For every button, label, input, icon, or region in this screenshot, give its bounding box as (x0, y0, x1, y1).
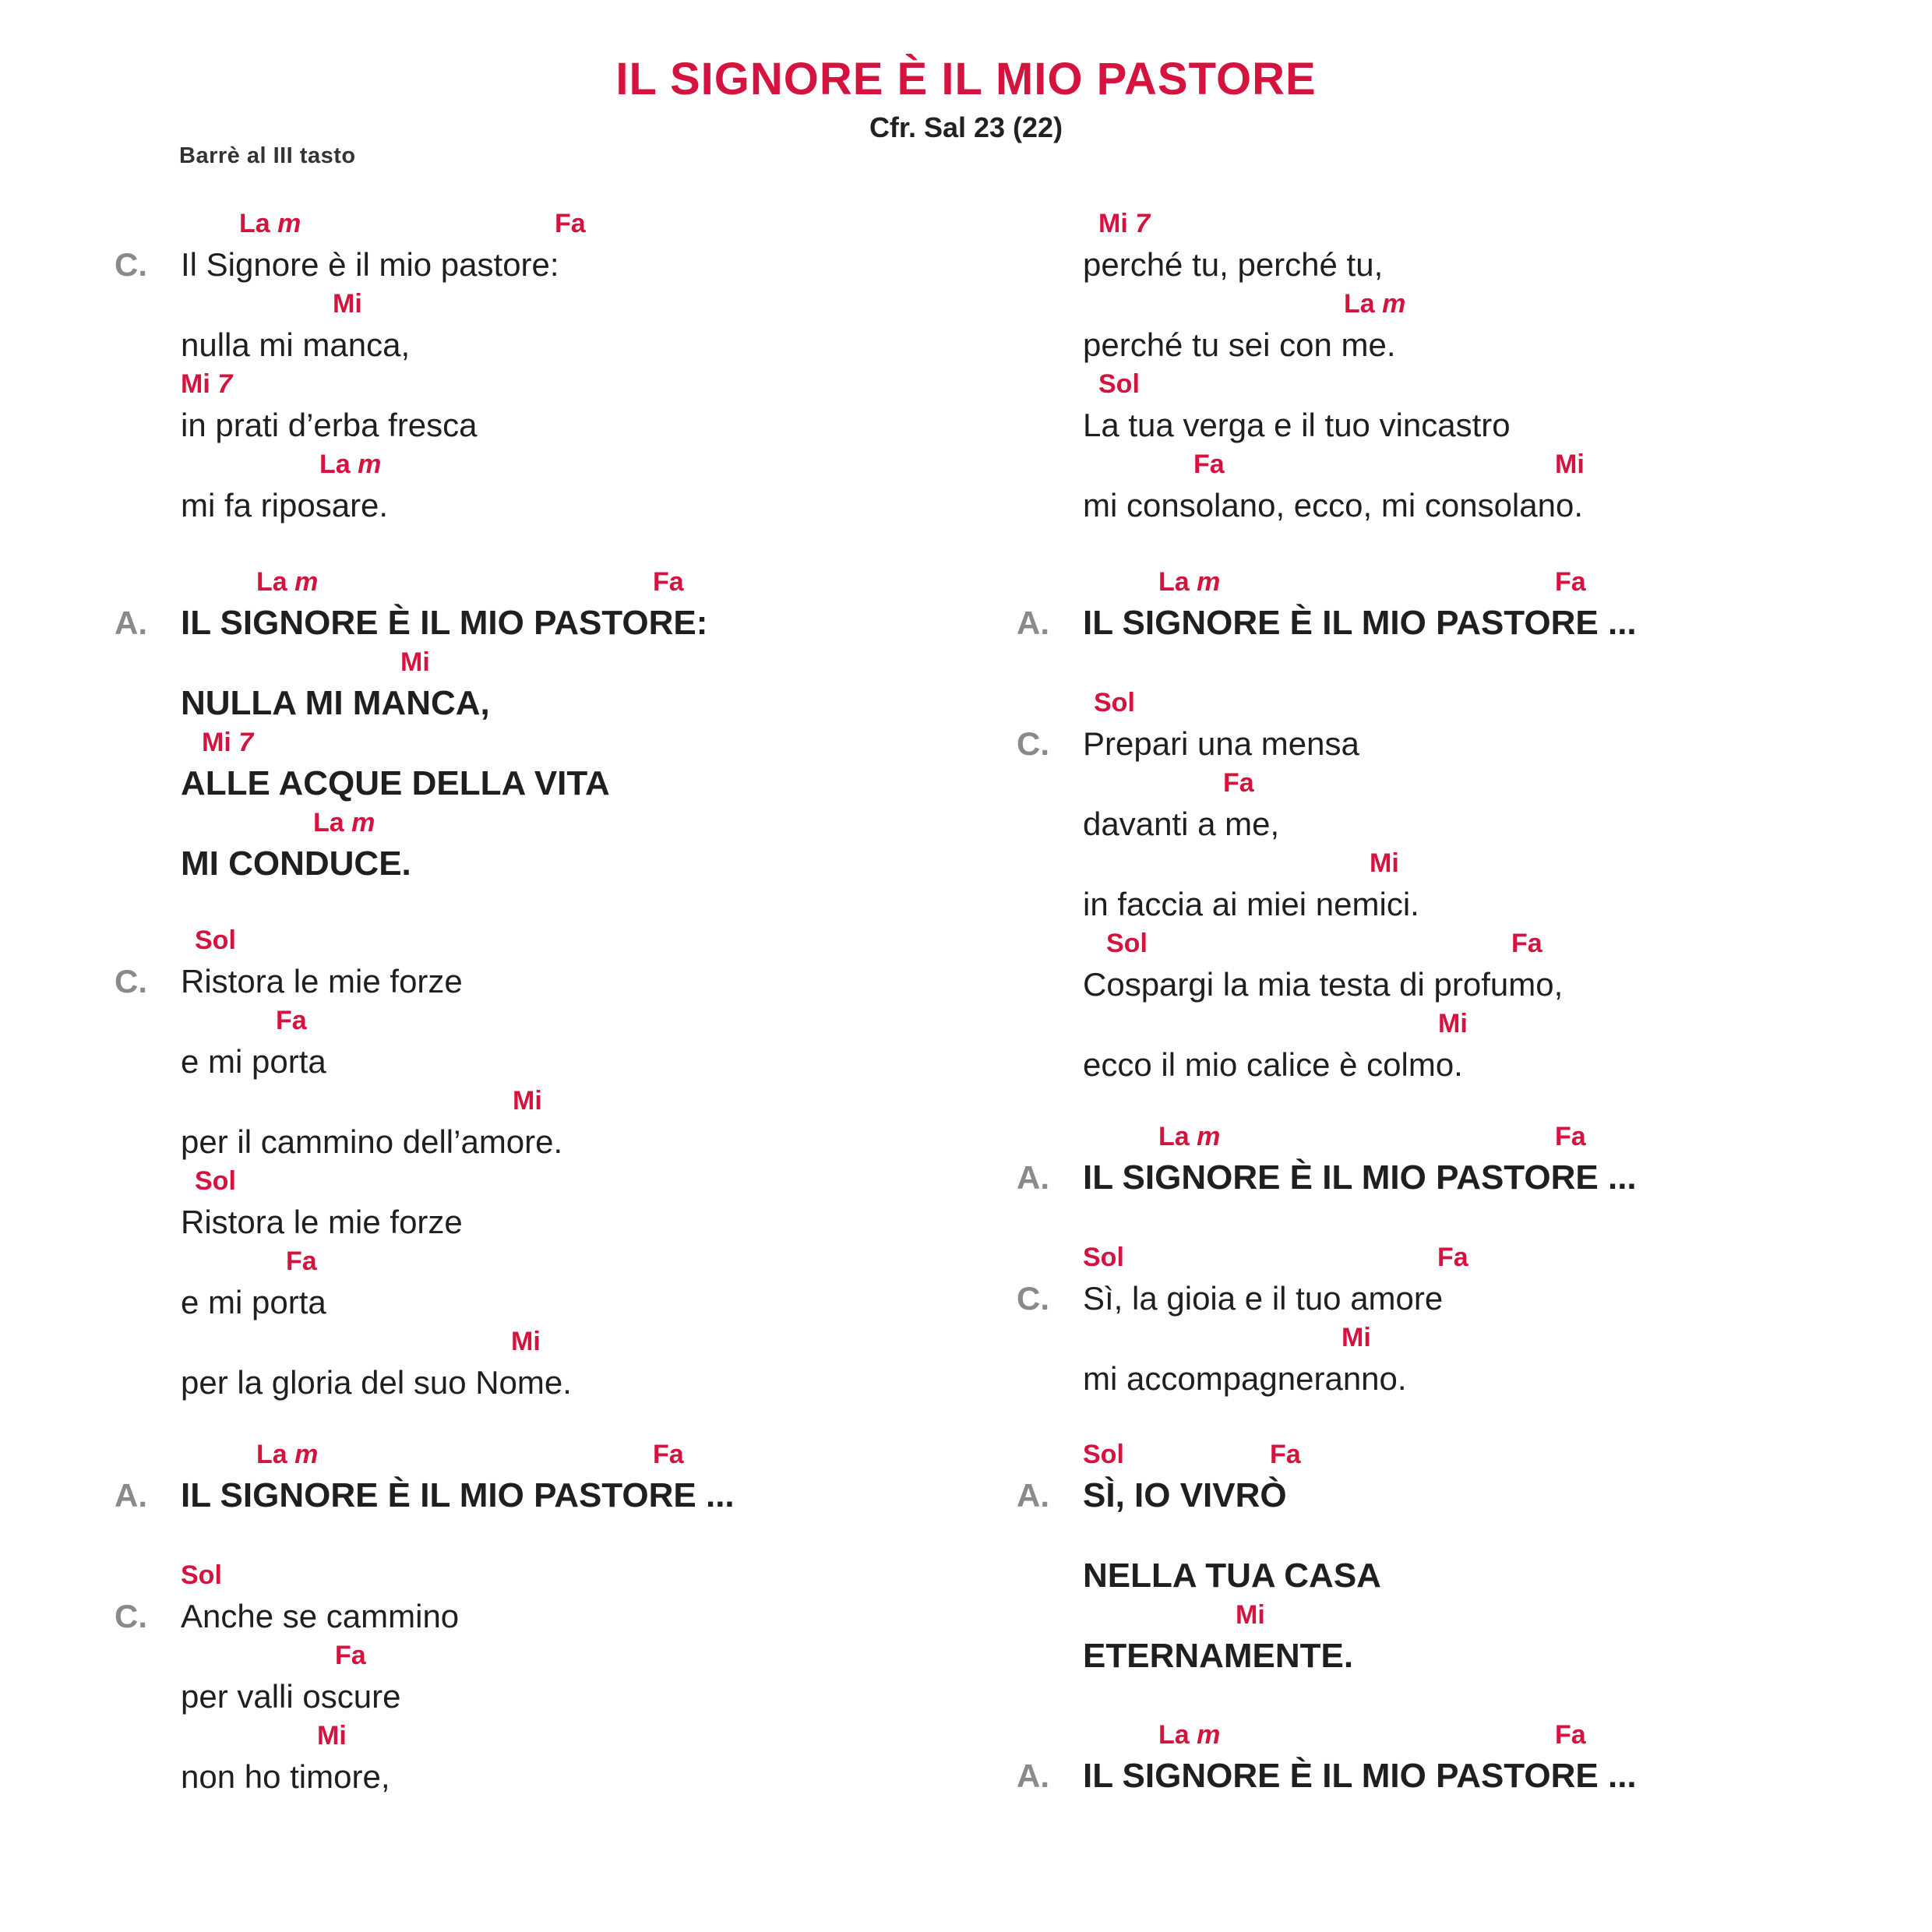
chord: Sol (195, 925, 236, 955)
chord: Mi (1438, 1009, 1468, 1038)
lyric-line: Ristora le mie forze (181, 1204, 463, 1240)
lyric-line: perché tu, perché tu, (1083, 246, 1384, 283)
chord: Sol (1094, 688, 1135, 717)
lyric-line: Cospargi la mia testa di profumo, (1083, 966, 1564, 1003)
lyric-line: nulla mi manca, (181, 326, 411, 363)
chord: Mi (317, 1721, 347, 1750)
chord: Fa (1270, 1440, 1301, 1469)
chord: Sol (1083, 1440, 1124, 1469)
lyric-line: Ristora le mie forze (181, 963, 463, 999)
lyric-line: mi consolano, ecco, mi consolano. (1083, 487, 1583, 524)
chord: Mi 7 (181, 369, 233, 399)
chord: Sol (1098, 369, 1140, 399)
role-label: C. (1017, 1280, 1049, 1317)
chord: La m (256, 567, 319, 597)
lyric-line: per la gloria del suo Nome. (181, 1364, 572, 1401)
role-label: C. (115, 1598, 147, 1634)
chord: Fa (1511, 929, 1542, 958)
capo-note: Barrè al III tasto (179, 143, 356, 168)
chord: Mi (400, 647, 430, 677)
song-subtitle: Cfr. Sal 23 (22) (869, 111, 1063, 143)
lyric-line: MI CONDUCE. (181, 844, 411, 883)
lyric-line: IL SIGNORE È IL MIO PASTORE ... (1083, 604, 1637, 642)
lyric-line: Prepari una mensa (1083, 725, 1359, 762)
lyric-line: ecco il mio calice è colmo. (1083, 1046, 1463, 1083)
chord: Fa (653, 1440, 684, 1469)
lyric-line: IL SIGNORE È IL MIO PASTORE: (181, 604, 708, 642)
chord: Fa (653, 567, 684, 597)
chord: Fa (276, 1006, 307, 1035)
chord: Fa (1193, 450, 1225, 479)
role-label: A. (1017, 1757, 1049, 1794)
lyric-line: in prati d’erba fresca (181, 407, 478, 443)
chord: Mi (1236, 1600, 1265, 1630)
lyric-line: per valli oscure (181, 1678, 401, 1715)
role-label: C. (1017, 725, 1049, 762)
lyric-line: IL SIGNORE È IL MIO PASTORE ... (181, 1476, 735, 1514)
chord: La m (256, 1440, 319, 1469)
chord: Mi (511, 1327, 541, 1356)
chord: La m (313, 808, 375, 837)
lyric-line: NULLA MI MANCA, (181, 684, 490, 722)
lyric-line: NELLA TUA CASA (1083, 1557, 1381, 1595)
chord: La m (239, 209, 301, 238)
chord: Fa (555, 209, 586, 238)
lyric-line: IL SIGNORE È IL MIO PASTORE ... (1083, 1158, 1637, 1197)
chord: Sol (1083, 1243, 1124, 1272)
chord: Mi 7 (1098, 209, 1151, 238)
chord: La m (1158, 567, 1221, 597)
chord: Fa (1555, 1720, 1586, 1750)
role-label: C. (115, 963, 147, 999)
chord: La m (1158, 1122, 1221, 1151)
role-label: A. (1017, 605, 1049, 641)
lyric-line: e mi porta (181, 1284, 326, 1320)
role-label: A. (1017, 1159, 1049, 1196)
chord: Mi (1555, 450, 1585, 479)
lyric-line: IL SIGNORE È IL MIO PASTORE ... (1083, 1757, 1637, 1795)
chord: La m (1158, 1720, 1221, 1750)
lyric-line: per il cammino dell’amore. (181, 1123, 563, 1160)
chord: La m (319, 450, 382, 479)
chord: Fa (286, 1246, 317, 1276)
lyric-line: mi accompagneranno. (1083, 1360, 1407, 1397)
lyric-line: in faccia ai miei nemici. (1083, 886, 1419, 922)
chord: Fa (1223, 768, 1254, 798)
lyric-line: ALLE ACQUE DELLA VITA (181, 764, 610, 802)
chord: La m (1344, 289, 1406, 319)
chord: Sol (195, 1166, 236, 1196)
lyric-line: mi fa riposare. (181, 487, 389, 524)
chord: Mi 7 (202, 728, 254, 757)
lyric-line: e mi porta (181, 1043, 326, 1080)
lyric-line: Sì, la gioia e il tuo amore (1083, 1280, 1444, 1317)
role-label: A. (1017, 1477, 1049, 1514)
chord: Mi (513, 1086, 542, 1116)
lyric-line: SÌ, IO VIVRÒ (1083, 1476, 1287, 1514)
lyric-line: non ho timore, (181, 1758, 390, 1795)
lyric-line: La tua verga e il tuo vincastro (1083, 407, 1511, 443)
chord: Mi (1341, 1323, 1371, 1352)
lyric-line: Anche se cammino (181, 1598, 460, 1634)
song-title: IL SIGNORE È IL MIO PASTORE (615, 54, 1317, 104)
lyric-line: Il Signore è il mio pastore: (181, 246, 559, 283)
chord: Mi (1370, 848, 1399, 878)
chord: Sol (181, 1560, 222, 1590)
role-label: A. (115, 605, 147, 641)
chord: Fa (1555, 1122, 1586, 1151)
role-label: C. (115, 246, 147, 283)
lyric-line: ETERNAMENTE. (1083, 1637, 1354, 1675)
lyric-line: perché tu sei con me. (1083, 326, 1396, 363)
chord: Fa (1437, 1243, 1468, 1272)
chord: Fa (1555, 567, 1586, 597)
chord: Sol (1106, 929, 1148, 958)
chord: Mi (333, 289, 362, 319)
role-label: A. (115, 1477, 147, 1514)
lyric-line: davanti a me, (1083, 806, 1280, 842)
chord: Fa (335, 1641, 366, 1670)
